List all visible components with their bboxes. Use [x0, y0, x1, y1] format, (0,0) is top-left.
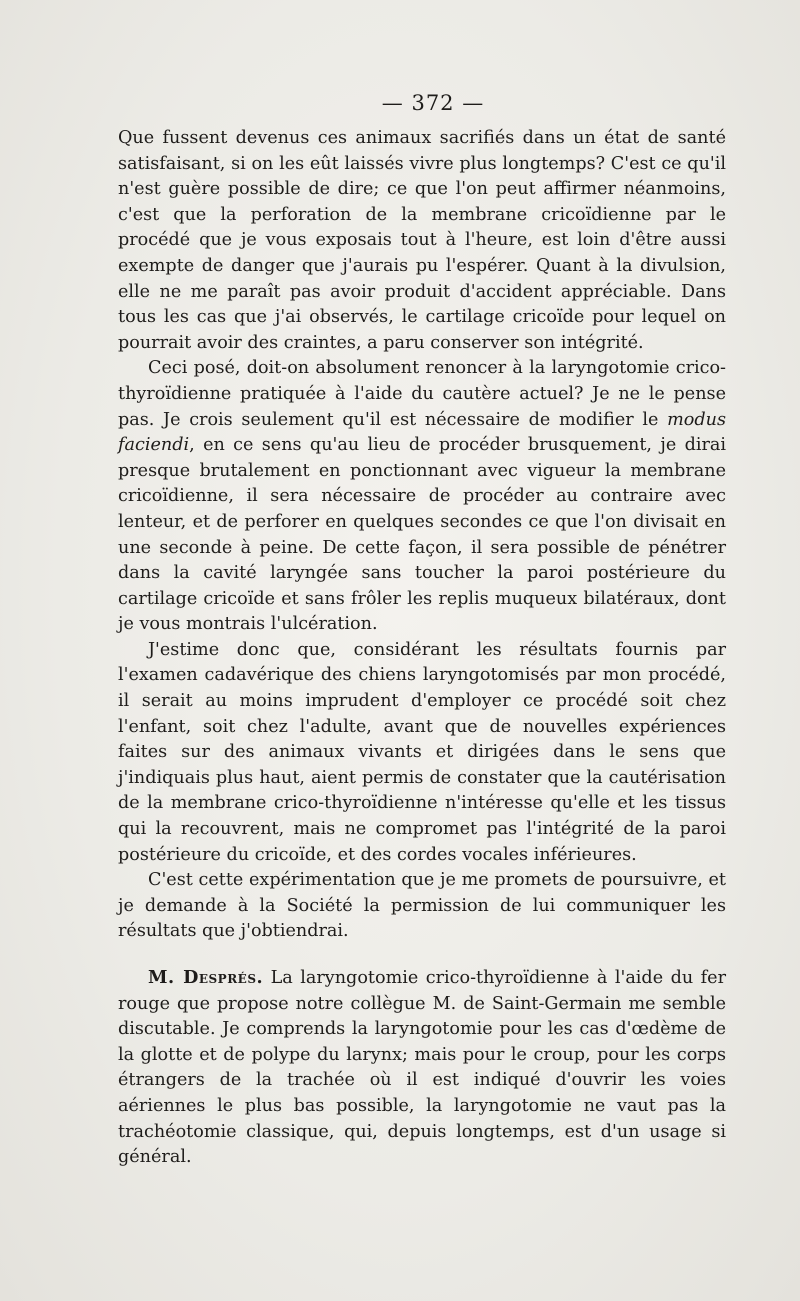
book-page [118, 88, 726, 1171]
section-gap [118, 945, 726, 965]
paragraph-2-after: , en ce sens qu'au lieu de procéder brusquement, je dirai presque brutalement en ponctionnant avec vigueur la membrane cricoïdienne, il sera nécessaire de procéder au contraire avec lenteur, et de perforer en quelques secondes ce que l'on divisait en une seconde à peine. De cette façon, il sera possible de pénétrer dans la cavité laryngée sans toucher la paroi postérieure du cartilage cricoïde et sans frôler les replis muqueux bilatéraux, dont je vous montrais l'ulcération. [118, 435, 726, 635]
paragraph-2 [118, 356, 726, 638]
paragraph-despres-text: La laryngotomie crico-thyroïdienne à l'aide du fer rouge que propose notre collègue M. de Saint-Germain me semble discutable. Je comprends la laryngotomie pour les cas d'œdème de la glotte et de polype du larynx; mais pour le croup, pour les corps étrangers de la trachée où il est indiqué d'ouvrir les voies aériennes le plus bas possible, la laryngotomie ne vaut pas la trachéotomie classique, qui, depuis longtemps, est d'un usage si général. [118, 968, 727, 1168]
paragraph-3: J'estime donc que, considérant les résultats fournis par l'examen cadavérique des chiens laryngotomisés par mon procédé, il serait au moins imprudent d'employer ce procédé soit chez l'enfant, soit chez l'adulte, avant que de nouvelles expériences faites sur des animaux vivants et dirigées dans le sens que j'indiquais plus haut, aient permis de constater que la cautérisation de la membrane crico-thyroïdienne n'intéresse qu'elle et les tissus qui la recouvrent, mais ne compromet pas l'intégrité de la paroi postérieure du cricoïde, et des cordes vocales inférieures. [118, 639, 726, 865]
paragraph-4: C'est cette expérimentation que je me promets de poursuivre, et je demande à la Société la permission de lui communiquer les résultats que j'obtiendrai. [118, 870, 726, 942]
speaker-name: M. Després. [148, 967, 264, 988]
paragraph-2-italic: modus faciendi [118, 409, 726, 456]
page-number: — 372 — [381, 91, 485, 115]
paragraph-2-before: Ceci posé, doit-on absolument renoncer à la laryngotomie crico-thyroïdienne pratiquée à l'aide du cautère actuel? Je ne le pense pas. Je crois seulement qu'il est nécessaire de modifier le [118, 358, 726, 430]
paragraph-despres [118, 965, 726, 1171]
paragraph-1: Que fussent devenus ces animaux sacrifiés dans un état de santé satisfaisant, si on les eût laissés vivre plus longtemps? C'est ce qu'il n'est guère possible de dire; ce que l'on peut affirmer néanmoins, c'est que la perforation de la membrane cricoïdienne par le procédé que je vous exposais tout à l'heure, est loin d'être aussi exempte de danger que j'aurais pu l'espérer. Quant à la divulsion, elle ne me paraît pas avoir produit d'accident appréciable. Dans tous les cas que j'ai observés, le cartilage cricoïde pour lequel on pourrait avoir des craintes, a paru conserver son intégrité. [118, 128, 726, 353]
